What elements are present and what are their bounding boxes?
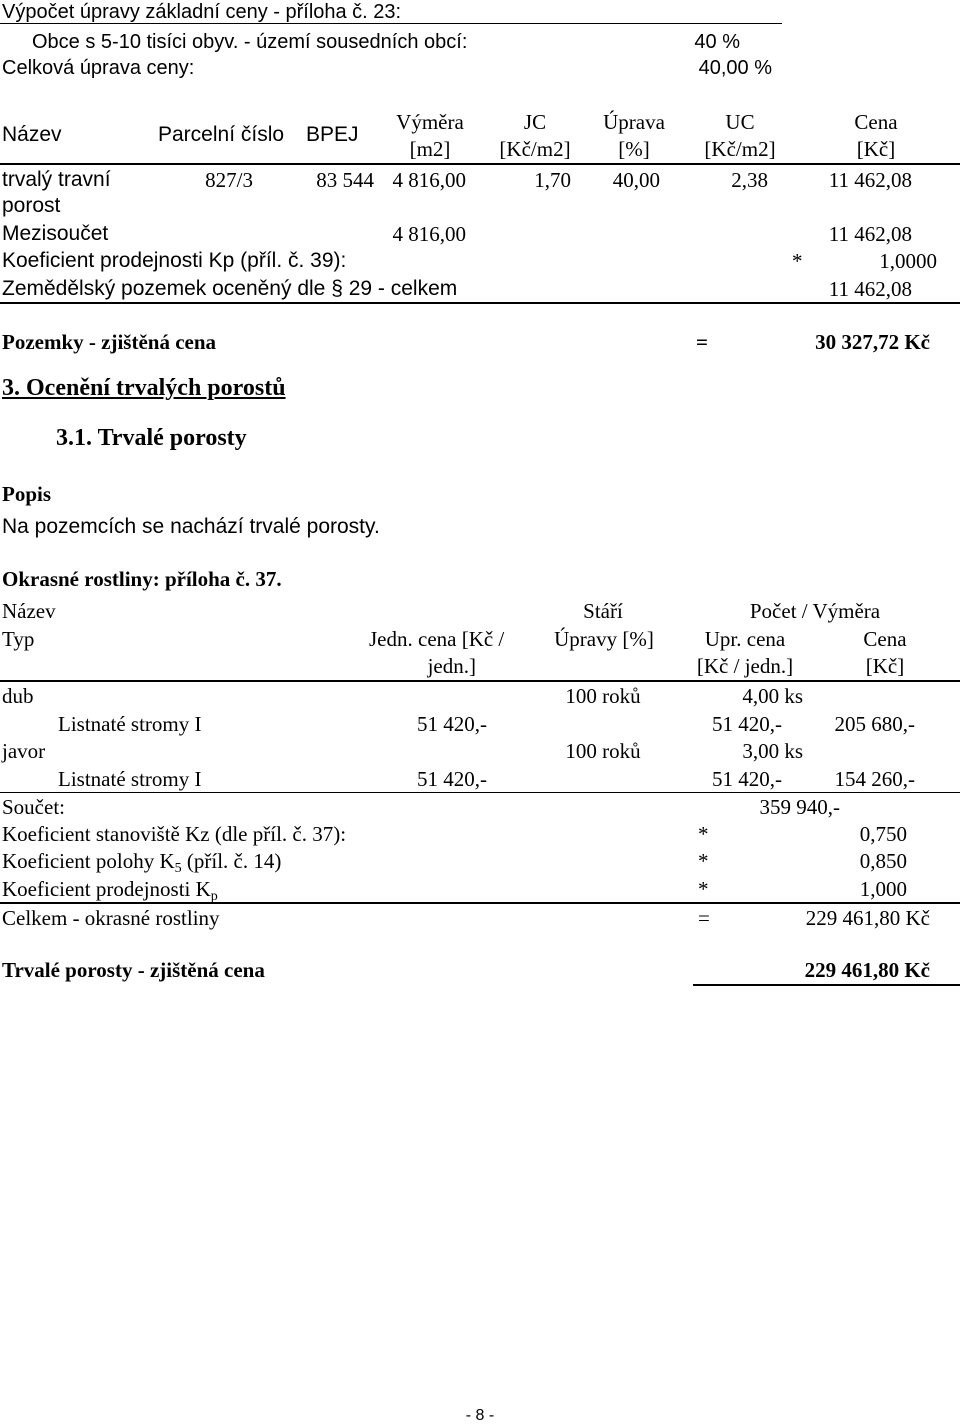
land-row-vymera: 4 816,00: [392, 168, 466, 192]
kpp-star: *: [698, 877, 709, 901]
col-header-bpej: BPEJ: [306, 123, 359, 146]
ok-header-rule: [0, 680, 960, 682]
land-row-bpej: 83 544: [316, 168, 374, 192]
kz-star: *: [698, 822, 709, 846]
zemedelsky-text: Zemědělský pozemek oceněný dle: [2, 277, 326, 300]
kpp-sub: p: [210, 889, 218, 904]
popis-label: Popis: [2, 482, 52, 506]
zemedelsky-text-2: 29 - celkem: [348, 277, 458, 300]
kz-value: 0,750: [859, 822, 907, 846]
ok-header-cena-2: [Kč]: [865, 654, 905, 678]
kpp-label-a: Koeficient prodejnosti K: [2, 877, 211, 901]
ok-row-2-typ: Listnaté stromy I: [58, 767, 202, 791]
k5-star: *: [698, 849, 709, 873]
col-header-jc-unit: [Kč/m2]: [499, 137, 571, 161]
land-row-uc: 2,38: [731, 168, 768, 192]
pozemky-label: Pozemky - zjištěná cena: [2, 330, 217, 354]
k5-sub: 5: [174, 861, 182, 876]
zemedelsky-label: [2, 277, 457, 301]
zemedelsky-value: 11 462,08: [828, 277, 912, 301]
col-header-uc: UC: [725, 110, 755, 134]
col-header-jc: JC: [523, 110, 547, 134]
ok-header-typ: Typ: [2, 627, 35, 651]
header-rule: [0, 23, 782, 24]
ok-row-1-pocet: 4,00 ks: [742, 684, 803, 708]
municipality-value: 40 %: [694, 31, 740, 53]
col-header-nazev: Název: [2, 123, 62, 146]
k5-label: [2, 849, 282, 876]
ok-row-1-upr: 51 420,-: [712, 712, 782, 736]
ok-row-2-stari: 100 roků: [565, 739, 641, 763]
ok-header-stari: Stáří: [583, 599, 623, 623]
ok-row-1-stari: 100 roků: [565, 684, 641, 708]
mezisoucet-label: Mezisoučet: [2, 222, 109, 245]
kp-label: Koeficient prodejnosti Kp (příl. č. 39):: [2, 249, 347, 272]
mezisoucet-cena: 11 462,08: [828, 222, 912, 246]
col-header-parcelni: Parcelní číslo: [158, 123, 285, 146]
section-sign: §: [331, 277, 343, 300]
ok-header-pocet: Počet / Výměra: [749, 599, 881, 623]
land-header-rule: [0, 163, 960, 165]
land-row-nazev: trvalý travní: [2, 168, 111, 191]
land-row-cena: 11 462,08: [828, 168, 912, 192]
kpp-value: 1,000: [859, 877, 907, 901]
celkem-label: Celkem - okrasné rostliny: [2, 906, 220, 930]
ok-rows-rule: [0, 792, 960, 793]
kp-value: 1,0000: [879, 249, 937, 273]
k5-label-b: (příl. č. 14): [181, 849, 282, 873]
okrasne-title: Okrasné rostliny: příloha č. 37.: [2, 567, 282, 591]
mezisoucet-vymera: 4 816,00: [392, 222, 466, 246]
k5-label-a: Koeficient polohy K: [2, 849, 175, 873]
page-number: - 8 -: [465, 1407, 495, 1424]
pozemky-value: 30 327,72 Kč: [815, 330, 930, 354]
ok-row-2-cena: 154 260,-: [834, 767, 915, 791]
ok-row-2-nazev: javor: [2, 739, 46, 763]
land-table-bottom-rule: [0, 302, 960, 304]
col-header-uc-unit: [Kč/m2]: [704, 137, 776, 161]
ok-row-2-jedn: 51 420,-: [417, 767, 487, 791]
ok-row-1-cena: 205 680,-: [834, 712, 915, 736]
section-3-title: 3. Ocenění trvalých porostů: [2, 375, 286, 401]
land-row-uprava: 40,00: [612, 168, 660, 192]
ok-row-1-nazev: dub: [2, 684, 34, 708]
soucet-label: Součet:: [2, 795, 65, 819]
ok-header-nazev: Název: [2, 599, 56, 623]
ok-header-cena: Cena: [863, 627, 907, 651]
soucet-value: 359 940,-: [759, 795, 840, 819]
municipality-label: Obce s 5-10 tisíci obyv. - území sousedních obcí:: [32, 31, 468, 53]
col-header-vymera-unit: [m2]: [409, 137, 451, 161]
col-header-cena: Cena: [854, 110, 898, 134]
k5-value: 0,850: [859, 849, 907, 873]
celkem-eq: =: [698, 906, 710, 930]
section-3-1-title: 3.1. Trvalé porosty: [56, 425, 247, 451]
celkem-rule: [0, 902, 960, 904]
col-header-uprava-unit: [%]: [618, 137, 650, 161]
ok-header-upravy: Úpravy [%]: [554, 627, 654, 651]
col-header-vymera: Výměra: [396, 110, 464, 134]
ok-header-upr-2: [Kč / jedn.]: [696, 654, 794, 678]
trvale-label: Trvalé porosty - zjištěná cena: [2, 958, 265, 982]
kpp-label: [2, 877, 218, 904]
land-row-parcelni: 827/3: [205, 168, 253, 192]
kp-star: *: [792, 249, 803, 273]
pozemky-eq: =: [696, 330, 708, 354]
trvale-underline: [693, 984, 960, 986]
popis-text: Na pozemcích se nachází trvalé porosty.: [2, 515, 380, 538]
ok-row-2-upr: 51 420,-: [712, 767, 782, 791]
adjustment-title: Výpočet úpravy základní ceny - příloha č. 23:: [2, 1, 402, 23]
celkem-value: 229 461,80 Kč: [805, 906, 930, 930]
trvale-value: 229 461,80 Kč: [804, 958, 930, 982]
total-adjustment-label: Celková úprava ceny:: [2, 57, 195, 79]
ok-header-upr: Upr. cena: [704, 627, 786, 651]
col-header-uprava: Úprava: [603, 110, 665, 134]
land-row-nazev-cont: porost: [2, 194, 61, 217]
col-header-cena-unit: [Kč]: [856, 137, 896, 161]
ok-row-1-typ: Listnaté stromy I: [58, 712, 202, 736]
kz-label: Koeficient stanoviště Kz (dle příl. č. 37):: [2, 822, 347, 846]
total-adjustment-value: 40,00 %: [698, 57, 772, 79]
ok-row-1-jedn: 51 420,-: [417, 712, 487, 736]
ok-header-jedn: Jedn. cena [Kč /: [369, 627, 505, 651]
ok-header-jedn-2: jedn.]: [427, 654, 476, 678]
ok-row-2-pocet: 3,00 ks: [742, 739, 803, 763]
land-row-jc: 1,70: [534, 168, 571, 192]
